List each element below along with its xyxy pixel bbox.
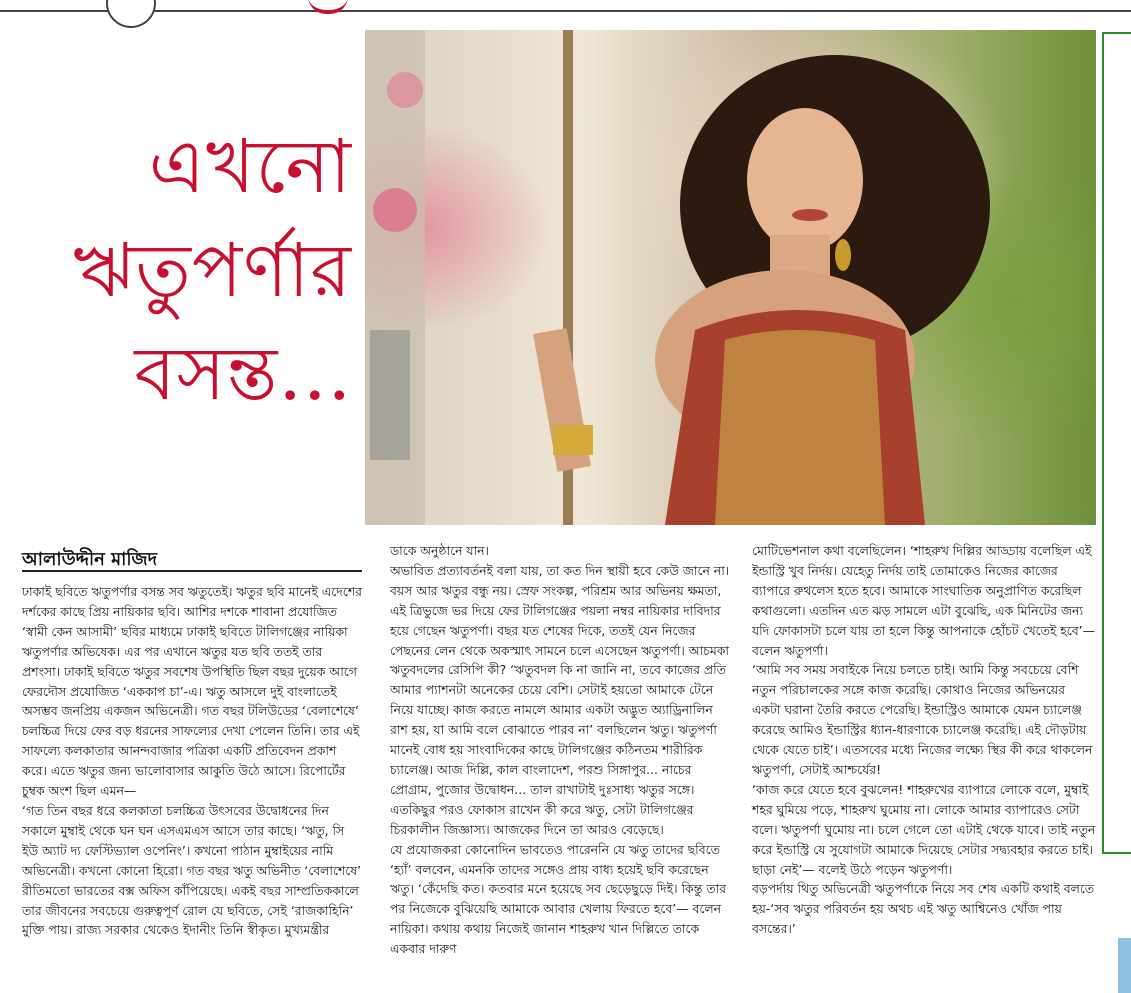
paragraph: ‘গত তিন বছর ধরে কলকাতা চলচ্চিত্র উৎসবের উদ্বোধনের দিন সকালে মুম্বাই থেকে ঘন ঘন এসএমএস আসে তার কাছে। ‘ঋতু, সি ইউ অ্যাট দ্য ফেস্টিভ্যাল ওপেনিং’। কখনো পাঠান মুম্বাইয়ের নামি অভিনেত্রী। কখনো কোনো হিরো। গত বছর ঋতু অভিনীত ‘বেলাশেষে’ রীতিমতো ভারতের বক্স অফিস কাঁপিয়েছে। একই বছর সাম্প্রতিককালে তার জীবনের সবচেয়ে গুরুত্বপূর্ণ রোল যে ছবিতে, সেই ‘রাজকাহিনি’ মুক্তি পায়। রাজ্য সরকার থেকেও ইদানীং তিনি স্বীকৃত। মুখ্যমন্ত্রীর: [22, 802, 362, 938]
article-column-2: [390, 541, 730, 959]
sidebar-frame: [1102, 32, 1131, 854]
sidebar-tab: [1118, 938, 1131, 993]
headline: [0, 116, 352, 427]
headline-line-3: বসন্ত...: [134, 331, 352, 418]
header-divider: [0, 10, 1131, 12]
byline-underline: [22, 570, 362, 572]
header-ornament-circle: [106, 0, 156, 28]
headline-line-2: ঋতুপর্ণার: [73, 227, 352, 314]
paragraph: ঢাকাই ছবিতে ঋতুপর্ণার বসন্ত সব ঋতুতেই। ঋতুর ছবি মানেই এদেশের দর্শকের কাছে প্রিয় নায়িকার ছবি। আশির দশকে শাবানা প্রযোজিত ‘স্বামী কেন আসামী’ ছবির মাধ্যমে ঢাকাই ছবিতে টালিগঞ্জের নায়িকা ঋতুপর্ণার অভিষেক। এর পর এখানে ঋতুর যত ছবি ততই তার প্রশংসা। ঢাকাই ছবিতে ঋতুর সবশেষ উপস্থিতি ছিল বছর দুয়েক আগে ফেরদৌস প্রযোজিত ‘এককাপ চা’-এ। ঋতু আসলে দুই বাংলাতেই অসম্ভব জনপ্রিয় একজন অভিনেত্রী। গত বছর টলিউডের ‘বেলাশেষে’ চলচ্চিত্র দিয়ে ফের বড় ধরনের সাফল্যের দেখা পেলেন তিনি। তার এই সাফল্যে কলকাতার আনন্দবাজার পত্রিকা একটি প্রতিবেদন প্রকাশ করে। এতে ঋতুর জন্য ভালোবাসার আকুতি উঠে আসে। রিপোর্টের চুম্বক অংশ ছিল এমন—: [22, 584, 362, 799]
paragraph: যে প্রযোজকরা কোনোদিন ভাবতেও পারেননি যে ঋতু তাদের ছবিতে ‘হ্যাঁ’ বলবেন, এমনকি তাদের সঙ্গেও প্রায় বাধ্য হয়েই ছবি করেছেন ঋতু। ‘কেঁদেছি কত। কতবার মনে হয়েছে সব ছেড়েছুড়ে দিই। কিন্তু তার পর নিজেকে বুঝিয়েছি আমাকে আবার খেলায় ফিরতে হবে’— বলেন নায়িকা। কথায় কথায় নিজেই জানান শাহরুখ খান দিল্লিতে তাকে একবার দারুণ: [390, 841, 726, 957]
byline: আলাউদ্দীন মাজিদ: [22, 549, 158, 570]
top-rule: [0, 0, 1131, 30]
feature-photo: [365, 30, 1096, 525]
paragraph: ডাকে অনুষ্ঠানে যান।: [390, 543, 489, 558]
article-column-3: [752, 541, 1097, 939]
paragraph: বড়পর্দায় থিতু অভিনেত্রী ঋতুপর্ণাকে নিয়ে সব শেষ একটি কথাই বলতে হয়-‘সব ঋতুর পরিবর্তন হয় অথচ এই ঋতু আশ্বিনেও খোঁজ পায় বসন্তের।’: [752, 881, 1095, 937]
paragraph: মোটিভেশনাল কথা বলেছিলেন। ‘শাহরুখ দিল্লির আড্ডায় বলেছিল এই ইন্ডাস্ট্রি খুব নির্দয়। যেহেতু নির্দয় তাই তোমাকেও নিজের কাজের ব্যাপারে রুথলেস হতে হবে। আমাকে সাংঘাতিক অনুপ্রাণিত করেছিল কথাগুলো। এতদিন এত ঝড় সামলে এটা বুঝেছি, এক মিনিটের জন্য যদি ফোকাসটা চলে যায় তা হলে কিন্তু আপনাকে হোঁচট খেতেই হবে’— বলেন ঋতুপর্ণা।: [752, 543, 1096, 658]
actress-portrait-icon: [365, 30, 1096, 525]
article-column-1: [22, 582, 364, 940]
paragraph: ‘কাজ করে যেতে হবে বুঝলেন! শাহরুখের ব্যাপারে লোকে বলে, মুম্বাই শহর ঘুমিয়ে পড়ে, শাহরুখ ঘুমোয় না। লোকে আমার ব্যাপারেও সেটা বলে। ঋতুপর্ণা ঘুমোয় না। চলে গেলে তো এটাই থেকে যাবে। তাই নতুন করে ইন্ডাস্ট্রি যে সুযোগটা আমাকে দিয়েছে সেটার সদ্ব্যবহার করতে চাই। ছাড়া নেই’— বলেই উঠে পড়েন ঋতুপর্ণা।: [752, 781, 1096, 877]
paragraph: ‘আমি সব সময় সবাইকে নিয়ে চলতে চাই। আমি কিন্তু সবচেয়ে বেশি নতুন পরিচালকের সঙ্গে কাজ করেছি। কোথাও নিজের অভিনয়ের একটা ঘরানা তৈরি করতে পেরেছি। ইন্ডাস্ট্রিও আমাকে যেমন চ্যালেঞ্জ করেছে আমিও ইন্ডাস্ট্রির ধ্যান-ধারণাকে চ্যালেঞ্জ করেছি। এই দৌড়টায় থেকে যেতে চাই’। এতসবের মধ্যে নিজের লক্ষ্যে স্থির কী করে থাকলেন ঋতুপর্ণা, সেটাই আশ্চর্যের!: [752, 662, 1093, 777]
paragraph: অভাবিত প্রত্যাবর্তনই বলা যায়, তা কত দিন স্থায়ী হবে কেউ জানে না। বয়স আর ঋতুর বন্ধু নয়। স্রেফ সংকল্প, পরিশ্রম আর অভিনয় ক্ষমতা, এই ত্রিভুজে ভর দিয়ে ফের টালিগঞ্জের পয়লা নম্বর নায়িকার দাবিদার হয়ে গেছেন ঋতুপর্ণা। বছর যত শেষের দিকে, ততই যেন নিজের পেছনের লেন থেকে অকস্মাৎ সামনে চলে এসেছেন ঋতুপর্ণা। আচমকা ঋতুবদলের রেসিপি কী? ‘ঋতুবদল কি না জানি না, তবে কাজের প্রতি আমার প্যাশনটা অনেকের চেয়ে বেশি। সেটাই হয়তো আমাকে টেনে নিয়ে যাচ্ছে। কাজ করতে নামলে আমার একটা অদ্ভুত অ্যাড্রিনালিন রাশ হয়, যা আমি বলে বোঝাতে পারব না’ বলছিলেন ঋতু। ঋতুপর্ণা মানেই বোধ হয় সাংবাদিকের কাছে টালিগঞ্জের কঠিনতম শারীরিক চ্যালেঞ্জ। আজ দিল্লি, কাল বাংলাদেশ, পরশু সিঙ্গাপুর... নাচের প্রোগ্রাম, পুজোর উদ্বোধন... তাল রাখাটাই দুঃসাধ্য ঋতুর সঙ্গে। এতকিছুর পরও ফোকাস রাখেন কী করে ঋতু, সেটা টালিগঞ্জের চিরকালীন জিজ্ঞাস্য। আজকের দিনে তা আরও বেড়েছে।: [390, 562, 730, 837]
headline-line-1: এখনো: [148, 124, 352, 210]
